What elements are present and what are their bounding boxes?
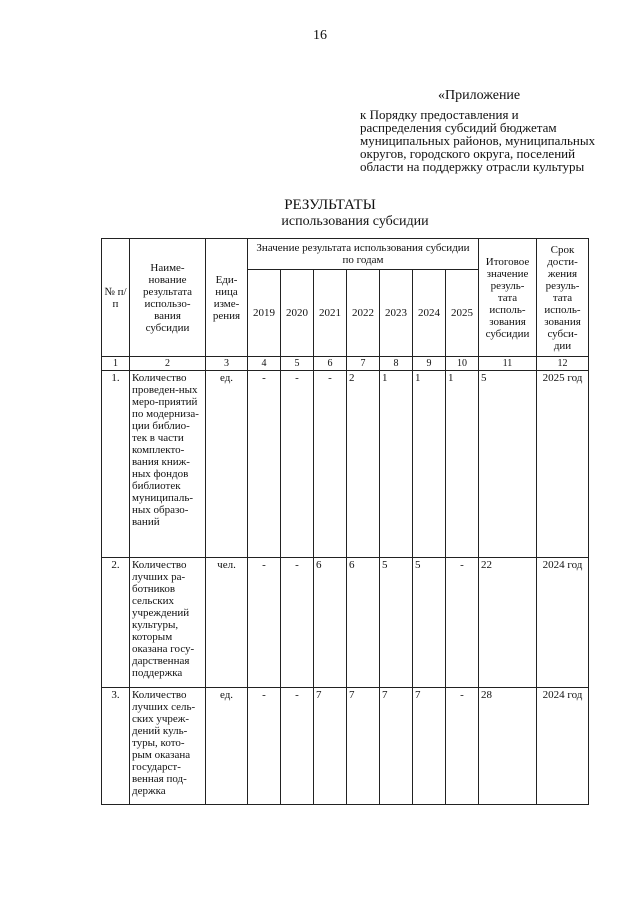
row-total: 28: [479, 688, 537, 805]
row-total: 5: [479, 371, 537, 558]
column-number: 7: [347, 357, 380, 371]
header-year: 2023: [380, 270, 413, 357]
header-year: 2020: [281, 270, 314, 357]
row-name: Количество проведен-ных меро-приятий по модерниза-ции библио-тек в части комплекто-вания книж-ных фондов библиотек муниципаль-ных образо-ваний: [130, 371, 206, 558]
column-number: 8: [380, 357, 413, 371]
column-number: 5: [281, 357, 314, 371]
header-year: 2024: [413, 270, 446, 357]
header-num: № п/п: [102, 239, 130, 357]
row-deadline: 2024 год: [537, 558, 589, 688]
row-value: -: [281, 558, 314, 688]
results-table: [101, 238, 589, 805]
row-value: 1: [446, 371, 479, 558]
row-value: 7: [380, 688, 413, 805]
row-value: 5: [413, 558, 446, 688]
document-title: РЕЗУЛЬТАТЫ: [284, 197, 376, 213]
header-year: 2022: [347, 270, 380, 357]
row-number: 2.: [102, 558, 130, 688]
row-value: -: [281, 688, 314, 805]
row-value: 1: [413, 371, 446, 558]
column-number: 3: [206, 357, 248, 371]
row-number: 3.: [102, 688, 130, 805]
row-value: 1: [380, 371, 413, 558]
column-number: 10: [446, 357, 479, 371]
header-year: 2019: [248, 270, 281, 357]
row-value: 5: [380, 558, 413, 688]
row-value: 7: [347, 688, 380, 805]
page-number: 16: [313, 28, 327, 43]
header-year: 2021: [314, 270, 347, 357]
row-deadline: 2024 год: [537, 688, 589, 805]
row-name: Количество лучших ра-ботников сельских учреждений культуры, которым оказана госу-дарственная поддержка: [130, 558, 206, 688]
header-row-1: [102, 239, 589, 270]
row-unit: ед.: [206, 371, 248, 558]
header-deadline: Срок дости-жения резуль-тата исполь-зования субси-дии: [537, 239, 589, 357]
row-total: 22: [479, 558, 537, 688]
column-number: 1: [102, 357, 130, 371]
row-value: 2: [347, 371, 380, 558]
row-value: 6: [314, 558, 347, 688]
row-deadline: 2025 год: [537, 371, 589, 558]
row-value: -: [446, 558, 479, 688]
column-number: 11: [479, 357, 537, 371]
row-value: -: [248, 558, 281, 688]
header-name: Наиме-нование результата использо-вания субсидии: [130, 239, 206, 357]
row-name: Количество лучших сель-ских учреж-дений куль-туры, кото-рым оказана государст-венная под-держка: [130, 688, 206, 805]
appendix-title: «Приложение: [438, 88, 521, 103]
column-number: 4: [248, 357, 281, 371]
row-number: 1.: [102, 371, 130, 558]
table-row: [102, 688, 589, 805]
row-value: 7: [314, 688, 347, 805]
row-value: -: [248, 688, 281, 805]
row-unit: чел.: [206, 558, 248, 688]
header-year: 2025: [446, 270, 479, 357]
row-value: -: [281, 371, 314, 558]
row-value: 7: [413, 688, 446, 805]
row-value: -: [248, 371, 281, 558]
header-years-group: Значение результата использования субсидии по годам: [248, 239, 479, 270]
column-number: 2: [130, 357, 206, 371]
document-subtitle: использования субсидии: [281, 214, 429, 229]
row-value: 6: [347, 558, 380, 688]
column-number: 6: [314, 357, 347, 371]
table-row: [102, 558, 589, 688]
appendix-body: к Порядку предоставления и распределения субсидий бюджетам муниципальных районов, муниципальных округов, городского округа, поселений области на поддержку отрасли культуры: [360, 107, 596, 174]
header-total: Итоговое значение резуль-тата исполь-зования субсидии: [479, 239, 537, 357]
column-number: 9: [413, 357, 446, 371]
row-value: -: [314, 371, 347, 558]
column-number: 12: [537, 357, 589, 371]
row-unit: ед.: [206, 688, 248, 805]
table-row: [102, 371, 589, 558]
row-value: -: [446, 688, 479, 805]
column-number-row: [102, 357, 589, 371]
header-unit: Еди-ница изме-рения: [206, 239, 248, 357]
